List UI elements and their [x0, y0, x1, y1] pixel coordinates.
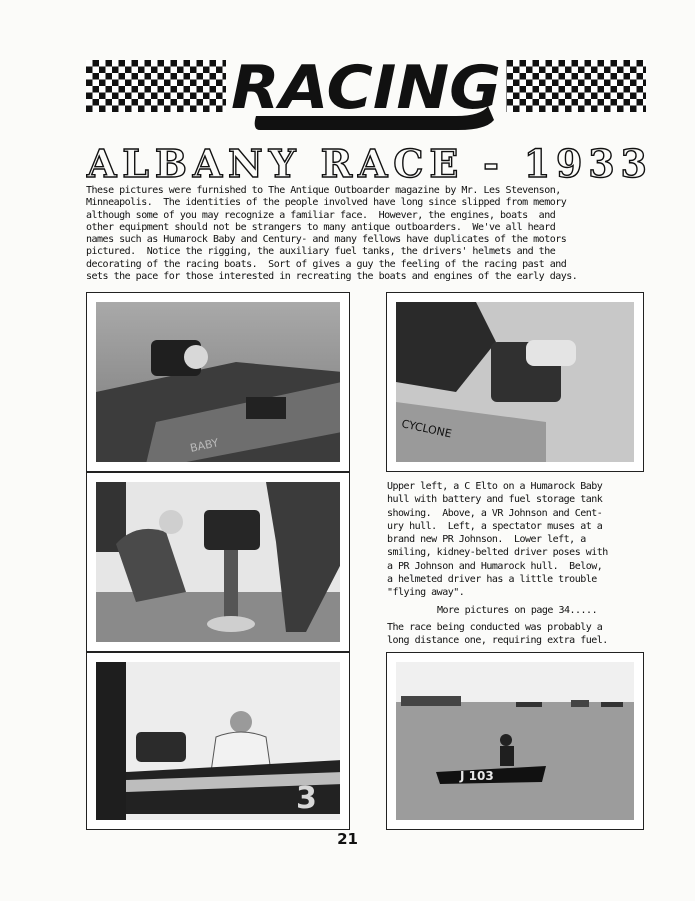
more-pictures-note: More pictures on page 34.....: [437, 605, 598, 616]
intro-paragraph: These pictures were furnished to The Antique Outboarder magazine by Mr. Les Stevenson, Minneapolis. The identities of the people involved have long since slipped from memory although some of you may recognize a familiar face. However, the engines, boats and other equipment should not be strangers to many antique outboarders. We've all heard names such as Humarock Baby and Century- and many fellows have duplicates of the motors pictured. Notice the rigging, the auxiliary fuel tanks, the drivers' helmets and the decorating of the racing boats. Sort of gives a guy the feeling of the racing past and sets the pace for those interested in recreating the boats and engines of the early days.: [86, 185, 578, 283]
racing-title: RACING: [231, 53, 501, 123]
photo-upper-right: [386, 292, 644, 472]
checkered-flag-left: [86, 60, 236, 112]
page-number: 21: [337, 830, 358, 848]
photo-upper-left: [86, 292, 350, 472]
hull-lettering: 3: [296, 781, 317, 816]
race-note: The race being conducted was probably a long distance one, requiring extra fuel.: [387, 622, 608, 647]
photo-lower-left: [86, 652, 350, 830]
article-title: ALBANY RACE - 1933: [87, 143, 647, 186]
hull-lettering: CYCLONE: [400, 417, 453, 441]
photo-lower-right: [386, 652, 644, 830]
checkered-flag-right: [500, 60, 646, 112]
hull-lettering: J 103: [460, 769, 494, 783]
hull-lettering: BABY: [188, 436, 220, 455]
photo-caption: Upper left, a C Elto on a Humarock Baby hull with battery and fuel storage tank showing. Above, a VR Johnson and Cent- ury hull. Left, a spectator muses at a brand new PR Johnson. Lower left, a smiling, kidney-belted driver poses with a PR Johnson and Humarock hull. Below, a helmeted driver has a little trouble "flying away".: [387, 481, 608, 599]
article-title-banner: [84, 143, 650, 187]
racing-logo: [226, 50, 506, 140]
photo-middle-left: [86, 472, 350, 652]
